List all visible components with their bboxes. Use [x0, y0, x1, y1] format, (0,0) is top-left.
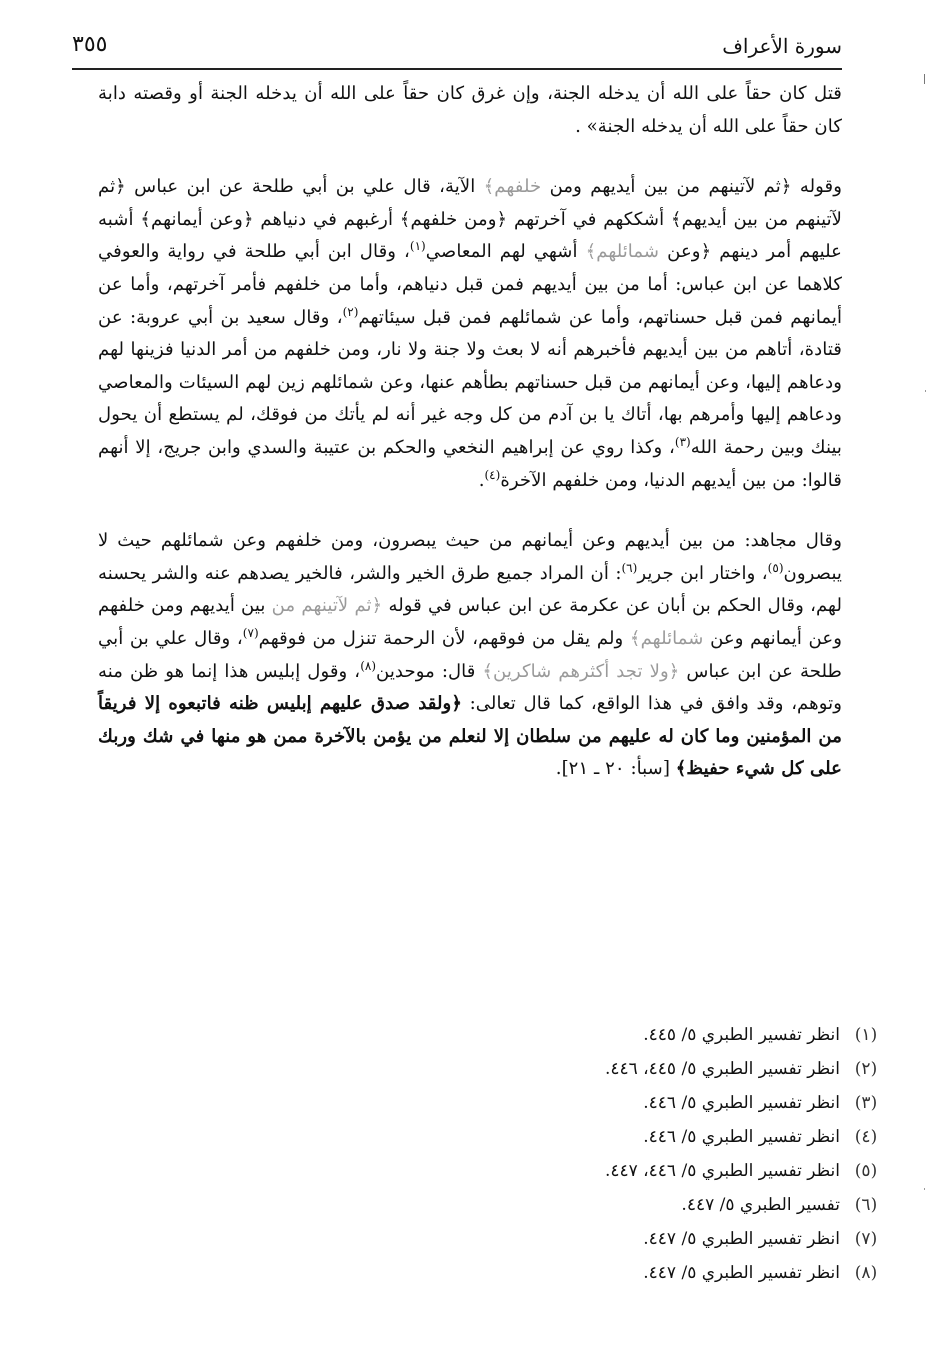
main-text	[98, 78, 842, 786]
text-span: وقوله ﴿ثم لآتينهم من بين أيديهم ومن	[541, 176, 842, 198]
text-span: الآية، قال علي بن أبي طلحة عن ابن عباس ﴿ثم لآتينهم من بين أيديهم﴾ أشككهم في آخرتهم ﴿ومن خلفهم﴾ أرغبهم في دنياهم ﴿وعن أيمانهم﴾ أشبه عليهم أمر دينهم ﴿وعن	[98, 176, 842, 263]
footnote-ref-1[interactable]: (١)	[409, 239, 426, 254]
faded-text: ﴿ثم لآتينهم من	[271, 595, 383, 617]
faded-text: خلفهم﴾	[483, 176, 542, 198]
footnote-item	[98, 1222, 892, 1256]
speck	[924, 1188, 925, 1190]
quran-verse: ﴿ولقد صدق عليهم إبليس ظنه فاتبعوه إلا فريقاً من المؤمنين وما كان له عليهم من سلطان إلا لنعلم من يؤمن بالآخرة ممن هو منها في شك وربك على كل شيء حفيظ﴾	[98, 693, 842, 780]
text-span: قال: موحدين	[376, 660, 483, 682]
footnote-item	[98, 1018, 892, 1052]
footnote-number: (٨)	[854, 1263, 878, 1283]
text-span: [سبأ: ٢٠ ـ ٢١].	[555, 758, 676, 780]
footnote-number: (١)	[854, 1025, 878, 1045]
text-span: ولم يقل من فوقهم، لأن الرحمة تنزل من فوقهم	[258, 627, 630, 649]
text-span: أشهي لهم المعاصي	[425, 241, 586, 263]
footnote-text: انظر تفسير الطبري ٥/ ٤٤٦، ٤٤٧.	[604, 1161, 840, 1181]
footnote-text: تفسير الطبري ٥/ ٤٤٧.	[681, 1195, 840, 1215]
speck	[925, 390, 926, 392]
footnote-ref-8[interactable]: (٨)	[360, 658, 377, 673]
footnote-number: (٤)	[854, 1127, 878, 1147]
text-span: وقال مجاهد: من بين أيديهم وعن أيمانهم من حيث يبصرون، ومن خلفهم وعن شمائلهم حيث لا يبصرون	[98, 530, 842, 584]
footnote-ref-4[interactable]: (٤)	[484, 467, 501, 482]
footnote-number: (٢)	[854, 1059, 878, 1079]
footnote-number: (٧)	[854, 1229, 878, 1249]
text-span: .	[478, 469, 485, 491]
footnote-item	[98, 1154, 892, 1188]
text-span: ، وقال سعيد بن أبي عروبة: عن قتادة، أتاهم من بين أيديهم فأخبرهم أنه لا بعث ولا جنة ولا نار، ومن خلفهم من أمر الدنيا فزينها لهم ودعاهم إليها، وعن أيمانهم من قبل حسناتهم بطأهم عنها، وعن شمائلهم زين لهم السيئات والمعاصي ودعاهم إليها وأمرهم بها، أتاك يا بن آدم من كل وجه غير أنه لم يأتك من فوقك، لم يستطع أن يحول بينك وبين رحمة الله	[98, 306, 842, 458]
faded-text: شمائلهم﴾	[629, 627, 704, 649]
footnote-ref-6[interactable]: (٦)	[621, 560, 638, 575]
footnote-text: انظر تفسير الطبري ٥/ ٤٤٦.	[643, 1093, 840, 1113]
footnote-number: (٣)	[854, 1093, 878, 1113]
footnote-text: انظر تفسير الطبري ٥/ ٤٤٧.	[643, 1229, 840, 1249]
footnote-number: (٥)	[854, 1161, 878, 1181]
faded-text: ﴿ولا تجد أكثرهم شاكرين﴾	[482, 660, 680, 682]
footnote-text: انظر تفسير الطبري ٥/ ٤٤٦.	[643, 1127, 840, 1147]
footnote-ref-2[interactable]: (٢)	[342, 304, 359, 319]
footnotes	[98, 1018, 892, 1290]
footnote-item	[98, 1256, 892, 1290]
paragraph-2	[98, 171, 842, 497]
footnote-text: انظر تفسير الطبري ٥/ ٤٤٥.	[643, 1025, 840, 1045]
scan-specks	[922, 60, 928, 1260]
text-span: : أن المراد جميع طرق الخير والشر، فالخير يصدهم عنه والشر يحسنه لهم، وقال الحكم بن أبان عن عكرمة عن ابن عباس في قوله	[98, 562, 842, 617]
surah-title: سورة الأعراف	[722, 34, 842, 58]
text-span: ، وكذا روي عن إبراهيم النخعي والحكم بن عتيبة والسدي وابن جريج، إلا أنهم قالوا: من بين أيديهم الدنيا، ومن خلفهم الآخرة	[98, 436, 842, 491]
text-span: ، وقول إبليس هذا إنما هو ظن منه وتوهم، وقد وافق في هذا الواقع، كما قال تعالى:	[98, 660, 842, 715]
page-number: ٣٥٥	[72, 32, 108, 57]
text-span: ، وقال علي بن أبي طلحة عن ابن عباس	[98, 627, 842, 682]
header-rule	[72, 68, 842, 70]
footnote-ref-3[interactable]: (٣)	[674, 434, 691, 449]
footnote-text: انظر تفسير الطبري ٥/ ٤٤٥، ٤٤٦.	[604, 1059, 840, 1079]
footnote-item	[98, 1120, 892, 1154]
paragraph-3	[98, 525, 842, 786]
footnote-item	[98, 1086, 892, 1120]
speck	[924, 74, 925, 84]
text-span: بين أيديهم ومن خلفهم وعن أيمانهم وعن	[98, 595, 842, 649]
footnote-ref-5[interactable]: (٥)	[767, 560, 784, 575]
running-header	[72, 28, 842, 68]
text-span: ، وقال ابن أبي طلحة في رواية والعوفي كلاهما عن ابن عباس: أما من بين أيديهم فمن قبل دنياهم، وأما من خلفهم فأمر آخرتهم، وأما عن أيمانهم فمن قبل حسناتهم، وأما عن شمائلهم فمن قبل سيئاتهم	[98, 241, 842, 328]
text-span: ، واختار ابن جرير	[637, 562, 768, 584]
footnote-item	[98, 1188, 892, 1222]
paragraph-1	[98, 78, 842, 143]
footnote-text: انظر تفسير الطبري ٥/ ٤٤٧.	[643, 1263, 840, 1283]
faded-text: شمائلهم﴾	[585, 241, 660, 263]
text-span: قتل كان حقاً على الله أن يدخله الجنة، وإن غرق كان حقاً على الله أن يدخله الجنة أو وقصته دابة كان حقاً على الله أن يدخله الجنة» .	[98, 83, 842, 137]
footnote-number: (٦)	[854, 1195, 878, 1215]
footnote-item	[98, 1052, 892, 1086]
footnote-ref-7[interactable]: (٧)	[242, 625, 259, 640]
